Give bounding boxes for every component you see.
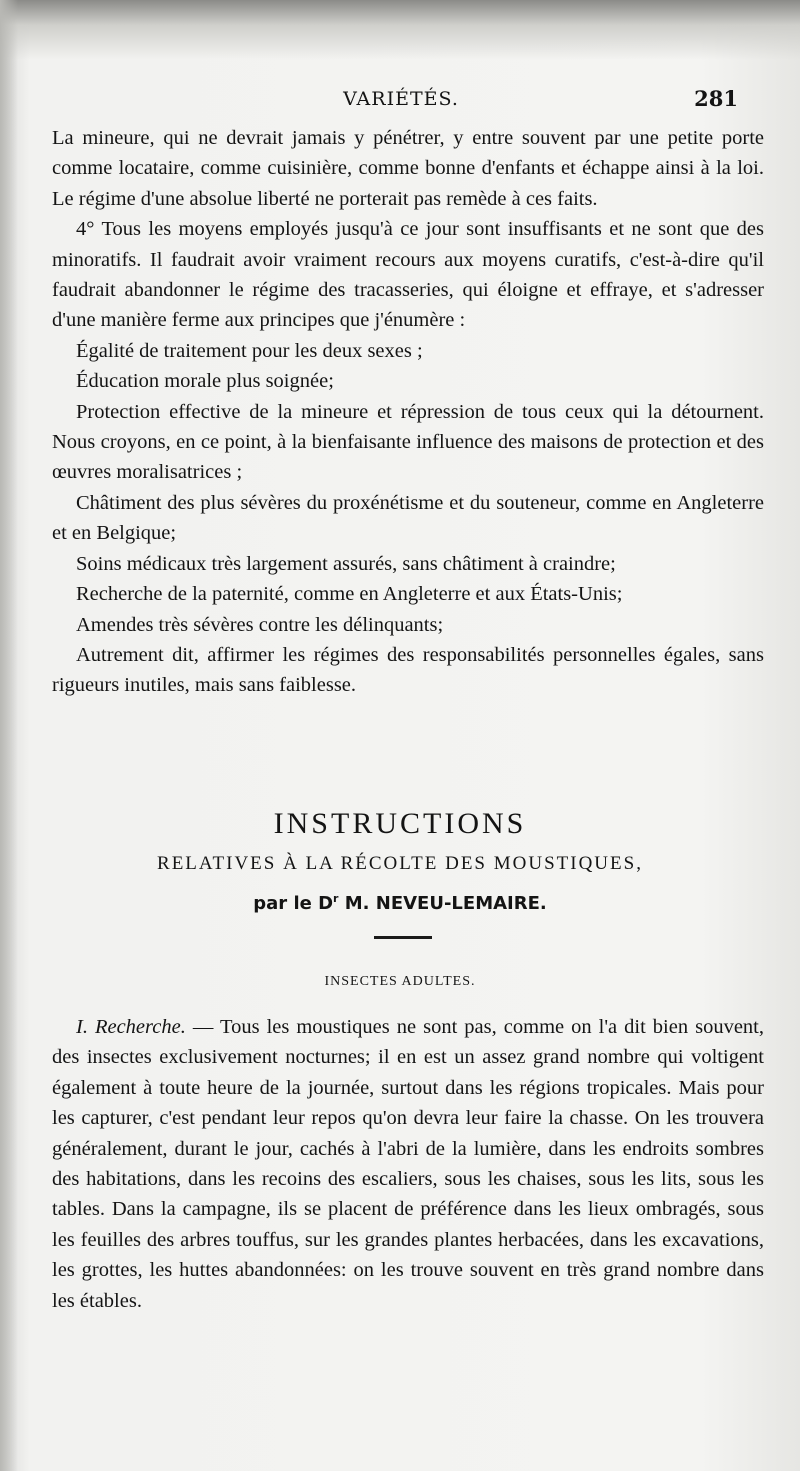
list-item: Soins médicaux très largement assurés, sans châtiment à craindre; (76, 552, 616, 575)
list-item: Amendes très sévères contre les délinquants; (76, 613, 444, 636)
section-heading: INSECTES ADULTES. (324, 974, 476, 989)
article-title: INSTRUCTIONS (273, 807, 527, 840)
paragraph: 4° Tous les moyens employés jusqu'à ce jour sont insuffisants et ne sont que des minoratifs. Il faudrait avoir vraiment recours aux moyens curatifs, c'est-à-dire qu'il faudrait abandonner le régime des tracasseries, qui éloigne et effraye, et s'adresser d'une manière ferme aux principes que j'énumère : (52, 218, 764, 332)
scan-top-shadow (0, 0, 800, 60)
page-number: 281 (694, 86, 738, 111)
paragraph: Autrement dit, affirmer les régimes des responsabilités personnelles égales, sans rigueurs inutiles, mais sans faiblesse. (52, 643, 764, 697)
author-name: M. NEVEU-LEMAIRE. (338, 893, 547, 914)
list-item: Protection effective de la mineure et répression de tous ceux qui la détournent. Nous croyons, en ce point, à la bienfaisante influence des maisons de protection et des œuvres moralisatrices ; (52, 400, 764, 484)
list-item: Châtiment des plus sévères du proxénétisme et du souteneur, comme en Angleterre et en Belgique; (52, 491, 764, 545)
paragraph: La mineure, qui ne devrait jamais y pénétrer, y entre souvent par une petite porte comme locataire, comme cuisinière, comme bonne d'enfants et échappe ainsi à la loi. Le régime d'une absolue liberté ne porterait pas remède à ces faits. (52, 127, 764, 210)
article-body (52, 1012, 764, 1316)
list-item: Éducation morale plus soignée; (76, 370, 334, 393)
author-prefix: par le D (253, 893, 334, 914)
list-item: Recherche de la paternité, comme en Angleterre et aux États-Unis; (76, 583, 623, 606)
paragraph-body: — Tous les moustiques ne sont pas, comme on l'a dit bien souvent, des insectes exclusivement nocturnes; il en est un assez grand nombre qui voltigent également à toute heure de la journée, surtout dans les régions tropicales. Mais pour les capturer, c'est pendant leur repos qu'on devra leur faire la chasse. On les trouvera généralement, durant le jour, cachés à l'abri de la lumière, dans les endroits sombres des habitations, dans les recoins des escaliers, sous les chaises, sous les lits, sous les tables. Dans la campagne, ils se placent de préférence dans les lieux ombragés, sous les feuilles des arbres touffus, sur les grandes plantes herbacées, dans les excavations, les grottes, les huttes abandonnées: on les trouve souvent en très grand nombre dans les étables. (52, 1016, 764, 1312)
continued-text (52, 123, 764, 701)
page-header (64, 84, 738, 118)
paragraph (52, 1012, 764, 1316)
title-rule (374, 936, 432, 939)
scan-left-shadow (0, 0, 18, 1471)
paragraph-lead: I. Recherche. (76, 1016, 186, 1038)
article-subtitle: RELATIVES À LA RÉCOLTE DES MOUSTIQUES, (157, 853, 643, 874)
running-title: VARIÉTÉS. (343, 88, 459, 110)
author-sup: r (333, 892, 339, 905)
list-item: Égalité de traitement pour les deux sexes ; (76, 339, 423, 362)
article-author (0, 892, 800, 914)
